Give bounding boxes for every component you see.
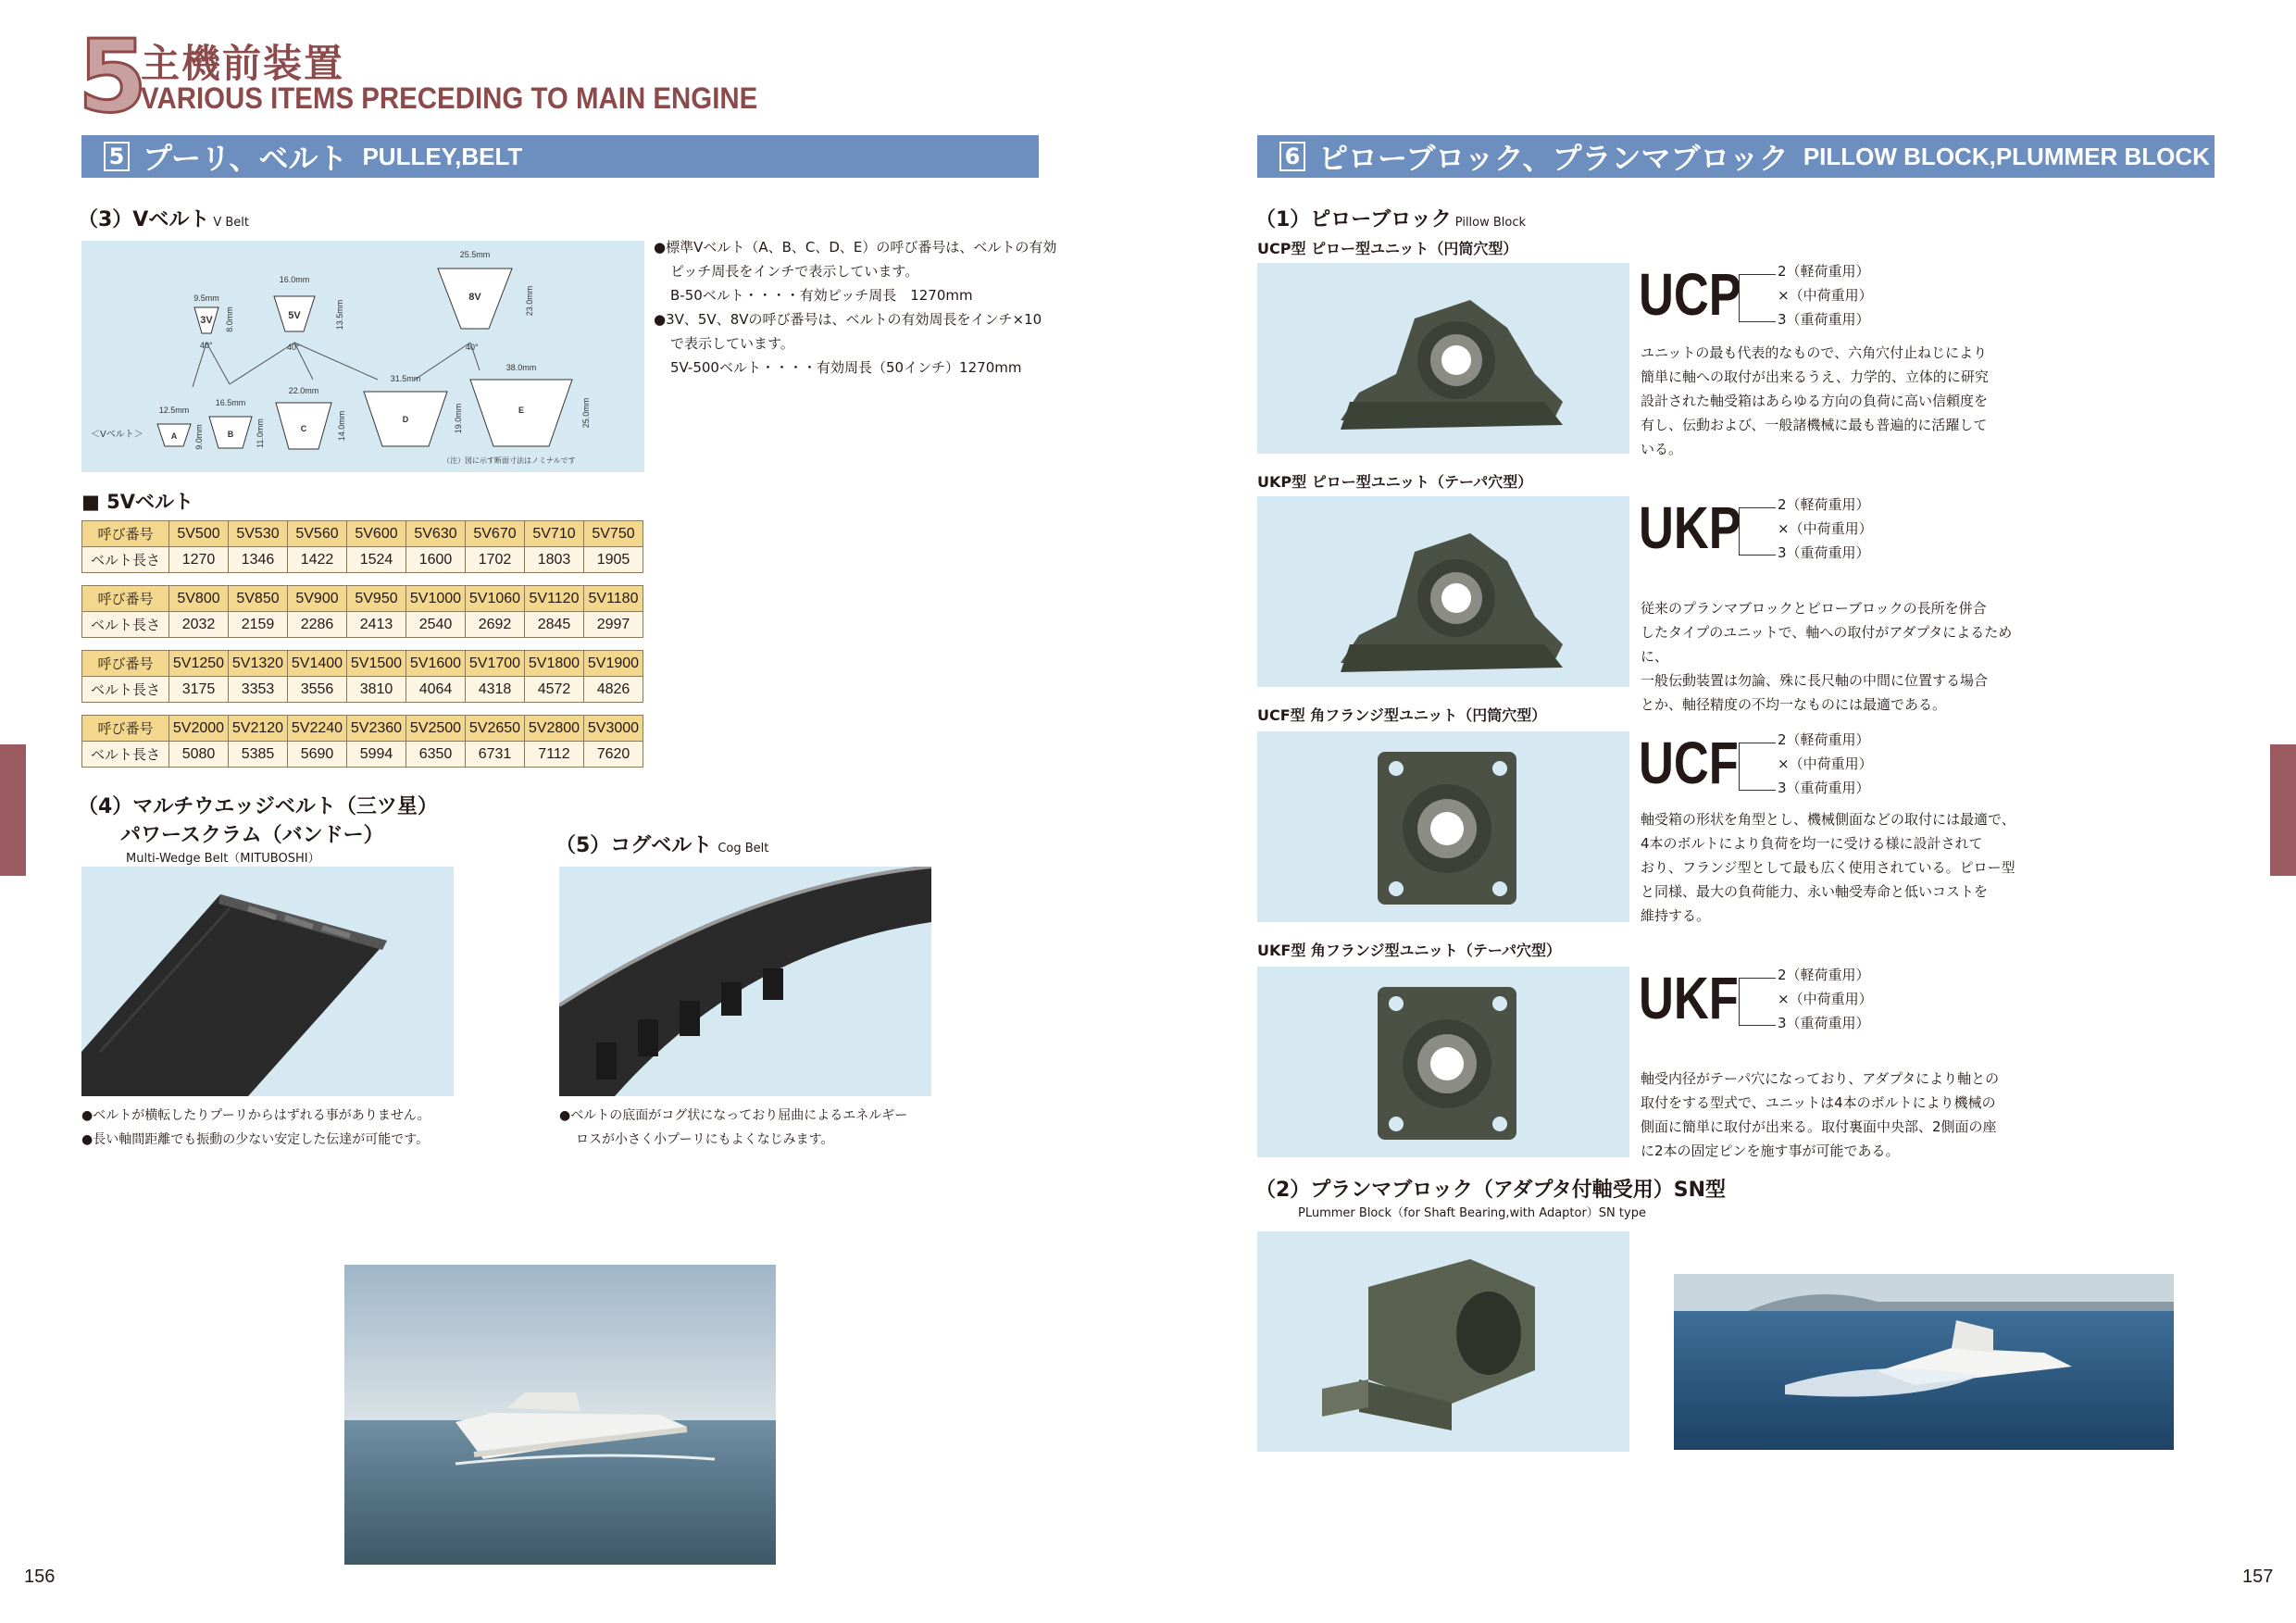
vbelt-note-line: ●標準Vベルト（A、B、C、D、E）の呼び番号は、ベルトの有効 [654,239,1057,256]
variant-item: 3（重荷重用） [1778,780,1870,796]
desc-ucp: ユニットの最も代表的なもので、六角穴付止ねじにより 簡単に軸への取付が出来るうえ、力学的、立体的に研究 設計された軸受箱はあらゆる方向の負荷に高い信頼度を 有し、伝動および、一般諸機械に最も普遍的に活躍して いる。 [1641,344,1989,457]
section-a-height: 9.0mm [194,424,204,450]
table-cell: 5V2240 [288,716,347,742]
angle-label-3v: 40° [200,341,213,350]
table-cell: 5V1800 [525,651,584,677]
row-label-length: ベルト長さ [82,612,169,638]
vbelt-heading: （3）Vベルト V Belt [78,208,249,231]
diagram-legend-label: ＜Vベルト＞ [91,430,144,440]
section-c-height: 14.0mm [337,410,346,442]
table-cell: 2692 [466,612,525,638]
ukf-unit-photo [1257,967,1629,1157]
table-cell: 1422 [288,547,347,573]
table-cell: 5V1900 [584,651,643,677]
vbelt-note-line: ●3V、5V、8Vの呼び番号は、ベルトの有効周長をインチ×10 [654,311,1042,328]
variant-item: ×（中荷重用） [1778,755,1873,772]
table-cell: 5V2120 [229,716,288,742]
angle-label-5v: 40° [287,343,300,352]
diagram-note: （注）図に示す断面寸法はノミナルです [443,456,576,465]
unit-label-ucf: UCF型 角フランジ型ユニット（円筒穴型） [1257,706,1547,724]
section-d-width: 31.5mm [390,374,421,383]
ukp-unit-photo [1257,496,1629,687]
table-cell: 5V1120 [525,586,584,612]
variant-item: 2（軽荷重用） [1778,263,1870,280]
table-cell: 7112 [525,742,584,768]
table-cell: 4572 [525,677,584,703]
boat-photo-left [344,1265,776,1565]
plummer-block-photo [1257,1231,1629,1452]
table-cell: 5V1320 [229,651,288,677]
row-label-no: 呼び番号 [82,651,169,677]
section-a-label: A [170,431,178,441]
multiwedge-note-line: ●ベルトが横転したりプーリからはずれる事がありません。 [81,1108,430,1123]
cogbelt-heading: （5）コグベルト Cog Belt [555,834,769,857]
table-cell: 5385 [229,742,288,768]
section-e-height: 25.0mm [581,397,591,429]
table-cell: 5V850 [229,586,288,612]
table-cell: 5V670 [466,521,525,547]
table-cell: 2413 [347,612,406,638]
side-tab-left [0,744,26,876]
vbelt-note-line: で表示しています。 [670,335,794,352]
page-number-left: 156 [24,1567,56,1587]
desc-ukf: 軸受内径がテーパ穴になっており、アダプタにより軸との 取付をする型式で、ユニットは4本のボルトにより機械の 側面に簡単に取付が出来る。取付裏面中央部、2側面の座 に2本の固定ピンを施す事が可能である。 [1641,1070,2000,1159]
section-3v-label: 3V [200,315,213,326]
section-5v-label: 5V [288,310,301,321]
table-cell: 5V1500 [347,651,406,677]
row-label-no: 呼び番号 [82,716,169,742]
table-cell: 5080 [169,742,229,768]
table-cell: 2032 [169,612,229,638]
ucf-unit-photo [1257,731,1629,922]
variant-item: ×（中荷重用） [1778,991,1873,1007]
section-bar-pulley-belt [81,135,1039,178]
table-cell: 5V1600 [406,651,466,677]
table-cell: 6731 [466,742,525,768]
table-cell: 5V3000 [584,716,643,742]
plummer-heading-en: PLummer Block（for Shaft Bearing,with Adaptor）SN type [1298,1206,1646,1220]
section-number: 6 [1279,142,1305,171]
row-label-length: ベルト長さ [82,742,169,768]
table-cell: 5V1400 [288,651,347,677]
table-cell: 5V750 [584,521,643,547]
table-cell: 7620 [584,742,643,768]
table-cell: 4826 [584,677,643,703]
plummer-heading: （2）プランマブロック（アダプタ付軸受用）SN型 PLummer Block（for Shaft Bearing,with Adaptor）SN type [1255,1179,1727,1220]
pillow-heading-en: Pillow Block [1454,216,1527,230]
cog-belt-photo [559,867,931,1096]
table-cell: 5V710 [525,521,584,547]
section-title-en: PILLOW BLOCK,PLUMMER BLOCK [1803,142,2210,170]
cogbelt-note-line: ロスが小さく小プーリにもよくなじみます。 [576,1132,834,1147]
multiwedge-heading-en: Multi-Wedge Belt（MITUBOSHI） [126,852,320,866]
table-cell: 5V530 [229,521,288,547]
unit-label-ukf: UKF型 角フランジ型ユニット（テーパ穴型） [1257,942,1562,959]
desc-ucf: 軸受箱の形状を角型とし、機械側面などの取付には最適で、 4本のボルトにより負荷を均一に受ける様に設計されて おり、フランジ型として最も広く使用されている。ピロー型 と同様、最大の負荷能力、永い軸受寿命と低いコストを 維持する。 [1641,811,2015,924]
section-8v-width: 25.5mm [459,250,491,259]
section-3v-width: 9.5mm [193,293,219,303]
variant-item: 2（軽荷重用） [1778,496,1870,513]
vbelt-notes [654,235,1056,380]
table-cell: 2159 [229,612,288,638]
section-b-height: 11.0mm [256,418,265,448]
table-cell: 5V1060 [466,586,525,612]
table-cell: 5V500 [169,521,229,547]
table-5v-group-1 [81,520,643,573]
ucp-unit-photo [1257,263,1629,454]
table-cell: 1905 [584,547,643,573]
table-cell: 5V1000 [406,586,466,612]
section-e-label: E [518,406,525,415]
chapter-subtitle: VARIOUS ITEMS PRECEDING TO MAIN ENGINE [141,81,758,115]
table-5v-group-2 [81,585,643,638]
table-5v-group-3 [81,650,643,703]
table-cell: 1270 [169,547,229,573]
table-cell: 5V1180 [584,586,643,612]
row-label-length: ベルト長さ [82,547,169,573]
multiwedge-heading: （4）マルチウエッジベルト（三ツ星） パワースクラム（バンドー） Multi-Wedge Belt（MITUBOSHI） [78,795,438,866]
variant-item: ×（中荷重用） [1778,287,1873,304]
variant-bracket [1739,274,1776,322]
multiwedge-note-line: ●長い軸間距離でも振動の少ない安定した伝達が可能です。 [81,1132,430,1147]
unit-label-ukp: UKP型 ピロー型ユニット（テーパ穴型） [1257,473,1533,491]
table-cell: 2845 [525,612,584,638]
section-title-jp: ピローブロック、プランマブロック [1318,141,1789,176]
table-cell: 5V800 [169,586,229,612]
section-8v-height: 23.0mm [525,285,534,317]
table-cell: 3810 [347,677,406,703]
product-code-ukp: UKP [1639,494,1741,561]
table-5v-heading: ■ 5Vベルト [81,491,194,513]
table-5v-group-4 [81,715,643,768]
section-c-label: C [300,424,307,433]
vbelt-note-line: ピッチ周長をインチで表示しています。 [670,263,919,280]
vbelt-note-line: B-50ベルト・・・・有効ピッチ周長 1270mm [670,287,973,304]
table-cell: 5V2000 [169,716,229,742]
section-title-en: PULLEY,BELT [362,142,523,170]
section-3v-height: 8.0mm [225,306,234,332]
row-label-no: 呼び番号 [82,521,169,547]
table-cell: 5V900 [288,586,347,612]
section-b-width: 16.5mm [215,398,246,407]
variants-ukp [1778,493,1873,565]
table-cell: 1600 [406,547,466,573]
row-label-no: 呼び番号 [82,586,169,612]
table-cell: 5V2500 [406,716,466,742]
table-cell: 6350 [406,742,466,768]
vbelt-heading-en: V Belt [213,216,249,230]
unit-label-ucp: UCP型 ピロー型ユニット（円筒穴型） [1257,240,1518,257]
table-cell: 2286 [288,612,347,638]
table-cell: 5V600 [347,521,406,547]
table-cell: 4064 [406,677,466,703]
chapter-number: 5 [78,19,148,135]
table-cell: 3175 [169,677,229,703]
table-cell: 4318 [466,677,525,703]
product-code-ukf: UKF [1639,965,1739,1031]
boat-photo-right [1674,1274,2174,1450]
section-a-width: 12.5mm [158,406,190,415]
table-cell: 5V950 [347,586,406,612]
variant-item: 3（重荷重用） [1778,1015,1870,1031]
table-cell: 3353 [229,677,288,703]
variant-bracket [1739,743,1776,791]
product-code-ucp: UCP [1639,261,1741,328]
section-bar-pillow-plummer [1257,135,2215,178]
section-title-jp: プーリ、ベルト [143,141,348,176]
section-d-label: D [402,415,409,424]
variant-bracket [1739,978,1776,1026]
table-cell: 1702 [466,547,525,573]
table-cell: 3556 [288,677,347,703]
variants-ucf [1778,728,1873,800]
pillow-heading: （1）ピローブロック Pillow Block [1255,208,1527,231]
table-cell: 5V630 [406,521,466,547]
desc-ukp: 従来のプランマブロックとピローブロックの長所を併合 したタイプのユニットで、軸への取付がアダプタによるために、 一般伝動装置は勿論、殊に長尺軸の中間に位置する場合 とか、軸径精度の不均一なものには最適である。 [1641,600,2013,713]
vbelt-section-diagram [81,241,644,472]
variants-ucp [1778,259,1873,331]
table-cell: 5994 [347,742,406,768]
table-cell: 1803 [525,547,584,573]
page-number-right: 157 [2242,1567,2274,1587]
section-c-width: 22.0mm [288,386,319,395]
cogbelt-notes [559,1104,907,1152]
table-cell: 2997 [584,612,643,638]
product-code-ucf: UCF [1639,730,1739,796]
table-cell: 5V2360 [347,716,406,742]
chapter-title: 主機前装置 [141,41,345,86]
table-cell: 1524 [347,547,406,573]
section-d-height: 19.0mm [454,403,463,434]
section-e-width: 38.0mm [505,363,537,372]
variant-item: 2（軽荷重用） [1778,731,1870,748]
section-5v-height: 13.5mm [335,299,344,331]
variant-item: 3（重荷重用） [1778,311,1870,328]
variant-item: 3（重荷重用） [1778,544,1870,561]
variant-item: 2（軽荷重用） [1778,967,1870,983]
vbelt-note-line: 5V-500ベルト・・・・有効周長（50インチ）1270mm [670,359,1022,376]
table-cell: 5V1250 [169,651,229,677]
cogbelt-heading-en: Cog Belt [718,842,769,855]
table-cell: 5V560 [288,521,347,547]
section-number: 5 [104,142,130,171]
section-8v-label: 8V [468,292,481,303]
section-b-label: B [227,430,234,439]
side-tab-right [2270,744,2296,876]
variant-item: ×（中荷重用） [1778,520,1873,537]
angle-label-8v: 40° [466,343,479,352]
table-cell: 5V2800 [525,716,584,742]
table-cell: 5V1700 [466,651,525,677]
row-label-length: ベルト長さ [82,677,169,703]
variants-ukf [1778,963,1873,1035]
table-cell: 1346 [229,547,288,573]
table-cell: 2540 [406,612,466,638]
variant-bracket [1739,507,1776,556]
cogbelt-note-line: ●ベルトの底面がコグ状になっており屈曲によるエネルギー [559,1108,908,1123]
table-cell: 5V2650 [466,716,525,742]
multiwedge-notes [81,1104,430,1152]
section-5v-width: 16.0mm [279,275,310,284]
multiwedge-belt-photo [81,867,454,1096]
table-cell: 5690 [288,742,347,768]
